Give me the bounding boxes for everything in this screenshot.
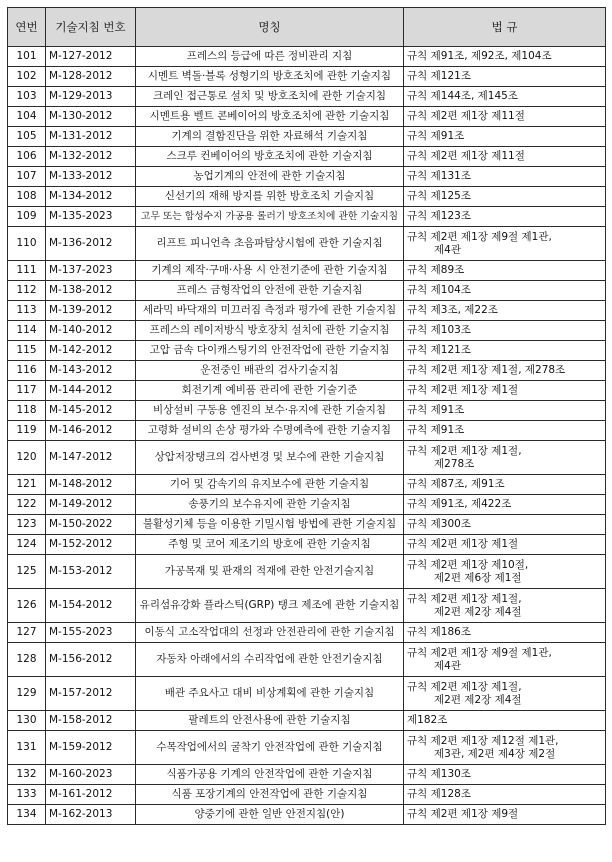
row-seq: 133 (8, 785, 46, 805)
row-code: M-127-2012 (46, 47, 136, 67)
row-law (404, 475, 606, 495)
table-row (8, 589, 606, 623)
table-row (8, 67, 606, 87)
row-seq: 130 (8, 711, 46, 731)
row-law (404, 731, 606, 765)
table-row (8, 227, 606, 261)
header-title: 명칭 (136, 8, 404, 47)
row-seq: 113 (8, 301, 46, 321)
table-row (8, 765, 606, 785)
header-seq: 연번 (8, 8, 46, 47)
row-title: 주형 및 코어 제조기의 방호에 관한 기술지침 (136, 535, 404, 555)
row-code: M-138-2012 (46, 281, 136, 301)
row-title: 가공목재 및 판재의 적재에 관한 안전기술지침 (136, 555, 404, 589)
row-title: 고압 금속 다이캐스팅기의 안전작업에 관한 기술지침 (136, 341, 404, 361)
table-row (8, 421, 606, 441)
table-row (8, 677, 606, 711)
row-law (404, 381, 606, 401)
row-law-line: 규칙 제2편 제1장 제11절 (407, 110, 525, 122)
table-row (8, 441, 606, 475)
table-row (8, 321, 606, 341)
table-row (8, 341, 606, 361)
row-code: M-130-2012 (46, 107, 136, 127)
row-law-line: 규칙 제2편 제1장 제1절 (407, 384, 519, 396)
row-code: M-146-2012 (46, 421, 136, 441)
table-row (8, 187, 606, 207)
row-law-line: 제4관 (434, 659, 461, 672)
row-law-line: 규칙 제128조 (407, 788, 471, 800)
row-code: M-158-2012 (46, 711, 136, 731)
row-code: M-153-2012 (46, 555, 136, 589)
row-title: 프레스의 레이저방식 방호장치 설치에 관한 기술지침 (136, 321, 404, 341)
row-seq: 126 (8, 589, 46, 623)
row-law-line: 규칙 제144조, 제145조 (407, 90, 518, 102)
row-law-line: 규칙 제91조 (407, 130, 465, 142)
row-seq: 124 (8, 535, 46, 555)
row-law (404, 785, 606, 805)
row-law (404, 281, 606, 301)
row-title: 세라믹 바닥재의 미끄러짐 측정과 평가에 관한 기술지침 (136, 301, 404, 321)
row-law (404, 677, 606, 711)
row-title: 식품 포장기계의 안전작업에 관한 기술지침 (136, 785, 404, 805)
row-seq: 112 (8, 281, 46, 301)
row-law-line: 규칙 제2편 제1장 제1절 (407, 538, 519, 550)
row-law-line: 규칙 제91조 (407, 404, 465, 416)
guideline-table-sheet (7, 7, 605, 825)
row-seq: 127 (8, 623, 46, 643)
table-row (8, 281, 606, 301)
table-row (8, 361, 606, 381)
row-law-line: 규칙 제3조, 제22조 (407, 304, 498, 316)
row-law (404, 555, 606, 589)
row-code: M-154-2012 (46, 589, 136, 623)
row-seq: 132 (8, 765, 46, 785)
row-seq: 101 (8, 47, 46, 67)
row-law (404, 207, 606, 227)
table-row (8, 47, 606, 67)
row-law-line: 규칙 제2편 제1장 제12절 제1관, (407, 734, 559, 747)
row-title: 고무 또는 합성수지 가공용 롤러기 방호조치에 관한 기술지침 (136, 207, 404, 227)
table-row (8, 515, 606, 535)
row-seq: 103 (8, 87, 46, 107)
row-law (404, 127, 606, 147)
row-code: M-135-2023 (46, 207, 136, 227)
row-law-line: 규칙 제186조 (407, 626, 471, 638)
row-law-line: 규칙 제2편 제1장 제11절 (407, 150, 525, 162)
row-title: 스크루 컨베이어의 방호조치에 관한 기술지침 (136, 147, 404, 167)
row-law-line: 규칙 제2편 제1장 제9절 (407, 808, 519, 820)
row-code: M-144-2012 (46, 381, 136, 401)
row-seq: 111 (8, 261, 46, 281)
row-seq: 114 (8, 321, 46, 341)
row-law-line: 규칙 제87조, 제91조 (407, 478, 505, 490)
row-code: M-162-2013 (46, 805, 136, 825)
row-seq: 119 (8, 421, 46, 441)
row-title: 시멘트용 벨트 콘베이어의 방호조치에 관한 기술지침 (136, 107, 404, 127)
row-code: M-160-2023 (46, 765, 136, 785)
table-row (8, 805, 606, 825)
table-header-row (8, 8, 606, 47)
row-seq: 121 (8, 475, 46, 495)
row-seq: 106 (8, 147, 46, 167)
row-title: 프레스 금형작업의 안전에 관한 기술지침 (136, 281, 404, 301)
row-law (404, 361, 606, 381)
row-law (404, 535, 606, 555)
row-seq: 115 (8, 341, 46, 361)
row-title: 시멘트 벽돌·블록 성형기의 방호조치에 관한 기술지침 (136, 67, 404, 87)
row-law (404, 87, 606, 107)
row-code: M-148-2012 (46, 475, 136, 495)
row-seq: 129 (8, 677, 46, 711)
row-law (404, 805, 606, 825)
table-row (8, 643, 606, 677)
row-law (404, 47, 606, 67)
table-row (8, 711, 606, 731)
row-law (404, 261, 606, 281)
row-title: 양중기에 관한 일반 안전지침(안) (136, 805, 404, 825)
row-law (404, 301, 606, 321)
row-law-line: 규칙 제91조, 제92조, 제104조 (407, 50, 552, 62)
table-row (8, 495, 606, 515)
table-row (8, 555, 606, 589)
row-law-line: 규칙 제300조 (407, 518, 471, 530)
row-code: M-157-2012 (46, 677, 136, 711)
row-code: M-143-2012 (46, 361, 136, 381)
row-law (404, 341, 606, 361)
row-law (404, 321, 606, 341)
row-code: M-128-2012 (46, 67, 136, 87)
row-title: 송풍기의 보수유지에 관한 기술지침 (136, 495, 404, 515)
row-law (404, 147, 606, 167)
row-law (404, 227, 606, 261)
table-row (8, 301, 606, 321)
row-law (404, 441, 606, 475)
row-code: M-136-2012 (46, 227, 136, 261)
row-title: 기계의 제작·구매·사용 시 안전기준에 관한 기술지침 (136, 261, 404, 281)
row-seq: 108 (8, 187, 46, 207)
table-row (8, 107, 606, 127)
row-code: M-149-2012 (46, 495, 136, 515)
row-law (404, 711, 606, 731)
row-law-line: 규칙 제91조 (407, 424, 465, 436)
row-seq: 104 (8, 107, 46, 127)
row-law-line: 규칙 제2편 제1장 제9절 제1관, (407, 230, 552, 243)
row-title: 팔레트의 안전사용에 관한 기술지침 (136, 711, 404, 731)
row-seq: 105 (8, 127, 46, 147)
header-code: 기술지침 번호 (46, 8, 136, 47)
row-law (404, 401, 606, 421)
row-code: M-161-2012 (46, 785, 136, 805)
row-title: 비상설비 구동용 엔진의 보수·유지에 관한 기술지침 (136, 401, 404, 421)
row-law-line: 규칙 제125조 (407, 190, 471, 202)
row-code: M-142-2012 (46, 341, 136, 361)
row-code: M-145-2012 (46, 401, 136, 421)
row-law-line: 제3관, 제2편 제4장 제2절 (434, 747, 556, 760)
row-law-line: 제2편 제6장 제1절 (434, 571, 522, 584)
row-title: 불활성기체 등을 이용한 기밀시험 방법에 관한 기술지침 (136, 515, 404, 535)
row-title: 수목작업에서의 굴착기 안전작업에 관한 기술지침 (136, 731, 404, 765)
row-law (404, 589, 606, 623)
row-title: 농업기계의 안전에 관한 기술지침 (136, 167, 404, 187)
row-law (404, 643, 606, 677)
row-title: 기계의 결함진단을 위한 자료해석 기술지침 (136, 127, 404, 147)
row-law (404, 167, 606, 187)
table-row (8, 535, 606, 555)
row-title: 크레인 접근통로 설치 및 방호조치에 관한 기술지침 (136, 87, 404, 107)
row-law (404, 765, 606, 785)
row-seq: 125 (8, 555, 46, 589)
row-law-line: 규칙 제2편 제1장 제1절, 제278조 (407, 364, 566, 376)
header-law: 법 규 (404, 8, 606, 47)
table-row (8, 785, 606, 805)
row-law-line: 규칙 제2편 제1장 제9절 제1관, (407, 646, 552, 659)
table-row (8, 167, 606, 187)
table-row (8, 261, 606, 281)
row-code: M-152-2012 (46, 535, 136, 555)
row-law-line: 규칙 제131조 (407, 170, 471, 182)
table-row (8, 731, 606, 765)
row-law-line: 제182조 (407, 714, 448, 726)
row-title: 신선기의 재해 방지를 위한 방호조치 기술지침 (136, 187, 404, 207)
table-row (8, 475, 606, 495)
row-title: 운전중인 배관의 검사기술지침 (136, 361, 404, 381)
table-row (8, 207, 606, 227)
row-title: 자동차 아래에서의 수리작업에 관한 안전기술지침 (136, 643, 404, 677)
row-law (404, 515, 606, 535)
row-law (404, 623, 606, 643)
row-code: M-159-2012 (46, 731, 136, 765)
row-seq: 128 (8, 643, 46, 677)
table-row (8, 87, 606, 107)
row-law-line: 규칙 제123조 (407, 210, 471, 222)
table-row (8, 147, 606, 167)
row-law (404, 495, 606, 515)
row-law (404, 421, 606, 441)
row-title: 식품가공용 기계의 안전작업에 관한 기술지침 (136, 765, 404, 785)
row-law-line: 규칙 제121조 (407, 70, 471, 82)
row-law-line: 규칙 제130조 (407, 768, 471, 780)
row-seq: 109 (8, 207, 46, 227)
row-law-line: 제2편 제2장 제4절 (434, 693, 522, 706)
row-title: 상압저장탱크의 검사변경 및 보수에 관한 기술지침 (136, 441, 404, 475)
row-title: 유리섬유강화 플라스틱(GRP) 탱크 제조에 관한 기술지침 (136, 589, 404, 623)
row-code: M-150-2022 (46, 515, 136, 535)
row-seq: 102 (8, 67, 46, 87)
row-code: M-132-2012 (46, 147, 136, 167)
row-law-line: 제2편 제2장 제4절 (434, 605, 522, 618)
row-title: 리프트 피니언측 초음파탐상시험에 관한 기술지침 (136, 227, 404, 261)
row-code: M-133-2012 (46, 167, 136, 187)
row-code: M-155-2023 (46, 623, 136, 643)
row-law-line: 규칙 제103조 (407, 324, 471, 336)
row-seq: 122 (8, 495, 46, 515)
row-code: M-131-2012 (46, 127, 136, 147)
row-law-line: 규칙 제91조, 제422조 (407, 498, 512, 510)
guideline-table (7, 7, 606, 825)
row-code: M-129-2013 (46, 87, 136, 107)
row-title: 고령화 설비의 손상 평가와 수명예측에 관한 기술지침 (136, 421, 404, 441)
row-law-line: 제4관 (434, 243, 461, 256)
table-row (8, 127, 606, 147)
row-law (404, 107, 606, 127)
row-code: M-139-2012 (46, 301, 136, 321)
row-seq: 110 (8, 227, 46, 261)
row-title: 이동식 고소작업대의 선정과 안전관리에 관한 기술지침 (136, 623, 404, 643)
row-code: M-134-2012 (46, 187, 136, 207)
row-law-line: 규칙 제2편 제1장 제1절, (407, 680, 522, 693)
table-row (8, 381, 606, 401)
row-law-line: 규칙 제121조 (407, 344, 471, 356)
row-seq: 116 (8, 361, 46, 381)
row-seq: 117 (8, 381, 46, 401)
row-title: 회전기계 예비품 관리에 관한 기술기준 (136, 381, 404, 401)
table-body (8, 47, 606, 825)
row-title: 기어 및 감속기의 유지보수에 관한 기술지침 (136, 475, 404, 495)
row-seq: 123 (8, 515, 46, 535)
row-law-line: 규칙 제89조 (407, 264, 465, 276)
row-code: M-140-2012 (46, 321, 136, 341)
row-law (404, 67, 606, 87)
row-code: M-156-2012 (46, 643, 136, 677)
row-code: M-137-2023 (46, 261, 136, 281)
row-law-line: 규칙 제2편 제1장 제1절, (407, 592, 522, 605)
table-row (8, 401, 606, 421)
row-seq: 120 (8, 441, 46, 475)
table-row (8, 623, 606, 643)
row-title: 프레스의 등급에 따른 정비관리 지침 (136, 47, 404, 67)
row-law-line: 규칙 제2편 제1장 제1절, (407, 444, 522, 457)
row-law-line: 규칙 제104조 (407, 284, 471, 296)
row-seq: 118 (8, 401, 46, 421)
row-title: 배관 주요사고 대비 비상계획에 관한 기술지침 (136, 677, 404, 711)
row-seq: 131 (8, 731, 46, 765)
row-code: M-147-2012 (46, 441, 136, 475)
row-seq: 107 (8, 167, 46, 187)
row-seq: 134 (8, 805, 46, 825)
row-law-line: 제278조 (434, 457, 475, 470)
row-law-line: 규칙 제2편 제1장 제10절, (407, 558, 529, 571)
row-law (404, 187, 606, 207)
